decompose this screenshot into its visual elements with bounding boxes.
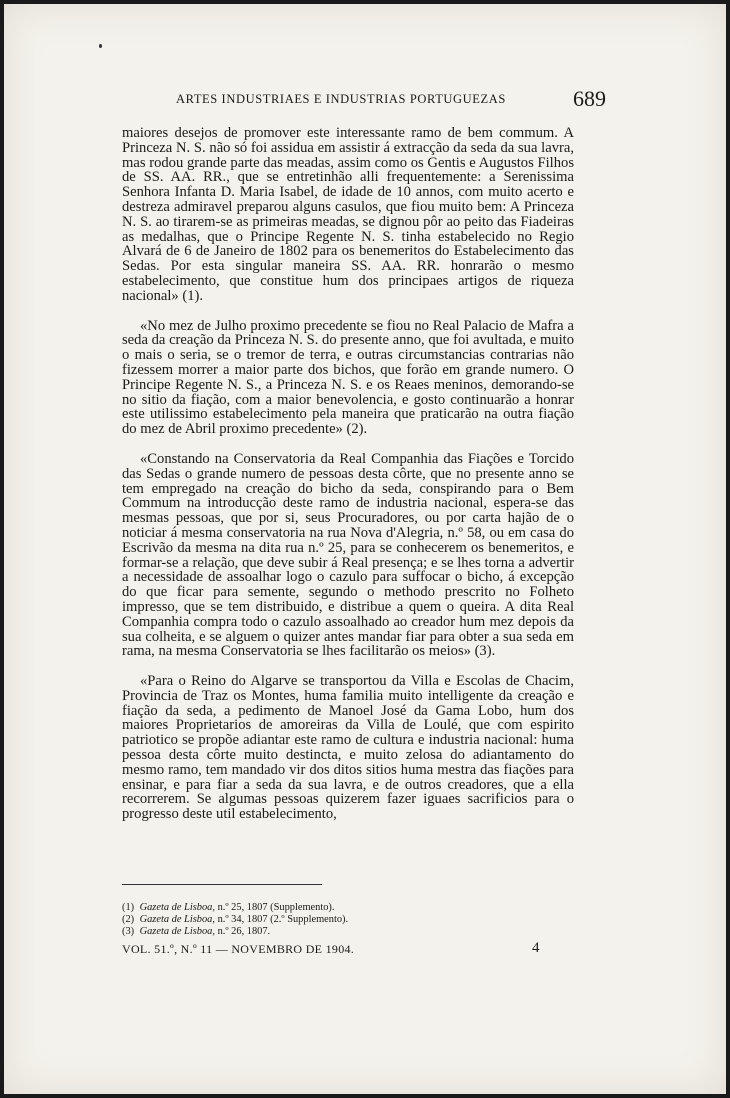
footnote-2 — [122, 914, 522, 926]
body-text — [122, 126, 574, 822]
footnote-number: (1) — [122, 902, 135, 913]
footnote-detail: n.º 25, 1807 (Supplemento). — [217, 902, 335, 913]
page-number: 689 — [573, 86, 606, 111]
footnote-detail: n.º 26, 1807. — [217, 926, 271, 937]
footnote-detail: n.º 34, 1807 (2.º Supplemento). — [217, 914, 349, 925]
footnote-3 — [122, 926, 522, 938]
volume-info: VOL. 51.º, N.º 11 — NOVEMBRO DE 1904. — [122, 942, 355, 956]
sheet-number: 4 — [532, 940, 540, 956]
paragraph-2: «No mez de Julho proximo precedente se fiou no Real Palacio de Mafra a seda da creação da Princeza N. S. do presente anno, que foi avultada, e muito o mais o seria, se o tremor de terra, e outras circumstancias contrarias não fizessem morrer a maior parte dos bichos, que forão em grande numero. O Principe Regente N. S., a Princeza N. S. e os Reaes meninos, demorando-se no sitio da fiação, com a maior benevolencia, e gosto continuarão a honrar este utilissimo estabelecimento pela maneira que praticarão na outra fiação do mez de Abril proximo precedente» (2). — [122, 317, 574, 438]
footnote-rule — [122, 884, 322, 885]
signature-line — [122, 940, 574, 958]
footnote-number: (3) — [122, 926, 135, 937]
footnote-1 — [122, 902, 522, 914]
running-header — [176, 88, 606, 112]
paragraph-1: maiores desejos de promover este interessante ramo de bem commum. A Princeza N. S. não só foi assidua em assistir á extracção da seda da sua lavra, mas rodou grande parte das meadas, assim como os Gentis e Augustos Filhos de SS. AA. RR., que se entretinhão alli frequentemente: a Serenissima Senhora Infanta D. Maria Isabel, de idade de 10 annos, com muito acerto e destreza admiravel preparou alguns casulos, que fiou muito bem: A Princeza N. S. ao tirarem-se as primeiras meadas, se dignou pôr ao peito das Fiadeiras as medalhas, que o Principe Regente N. S. tinha estabelecido no Regio Alvará de 6 de Janeiro de 1802 para os benemeritos do Estabelecimento das Sedas. Por esta singular maneira SS. AA. RR. honrarão o mesmo estabelecimento, que constitue hum dos principaes artigos de riqueza nacional» (1). — [122, 125, 574, 304]
ink-speck — [99, 44, 102, 48]
paragraph-4: «Para o Reino do Algarve se transportou da Villa e Escolas de Chacim, Provincia de Traz os Montes, huma familia muito intelligente da creação e fiação da seda, a pedimento de Manoel José da Gama Lobo, hum dos maiores Proprietarios de amoreiras da Villa de Loulé, que com espirito patriotico se propõe adiantar este ramo de cultura e industria nacional: huma pessoa desta côrte muito destincta, e muito zelosa do adiantamento do mesmo ramo, tem mandado vir dos ditos sitios huma mestra das fiações para ensinar, e para fiar a seda da sua lavra, e de outros creadores, que a ella recorrerem. Se algumas pessoas quizerem fazer iguaes sacrificios para o progresso deste util estabelecimento, — [122, 673, 574, 823]
footnote-source: Gazeta de Lisboa, — [139, 926, 215, 937]
footnotes — [122, 902, 522, 938]
document-page — [4, 4, 726, 1094]
paragraph-3: «Constando na Conservatoria da Real Companhia das Fiações e Torcido das Sedas o grande numero de pessoas desta côrte, que no presente anno se tem empregado na creação do bicho da seda, conspirando para o Bem Commum na introducção deste ramo de industria nacional, espera-se das mesmas pessoas, que por si, seus Procuradores, ou por carta hajão de o noticiar á mesma conservatoria na rua Nova d'Alegria, n.º 58, ou em casa do Escrivão da mesma na dita rua n.º 25, para se conhecerem os benemeritos, e formar-se a relação, que deve subir á Real presença; e se lhes torna a advertir a necessidade de assoalhar logo o cazulo para suffocar o bicho, á excepção do que ficar para semente, segundo o methodo prescrito no Folheto impresso, que se tem distribuido, e distribue a quem o queira. A dita Real Companhia compra todo o cazulo assoalhado ao creador hum mez depois da sua colheita, e se alguem o quizer antes mandar fiar para obter a sua seda em rama, na mesma Conservatoria se lhes facilitarão os meios» (3). — [122, 450, 574, 660]
footnote-source: Gazeta de Lisboa, — [139, 902, 215, 913]
header-title: ARTES INDUSTRIAES E INDUSTRIAS PORTUGUEZAS — [176, 92, 506, 106]
footnote-number: (2) — [122, 914, 135, 925]
footnote-source: Gazeta de Lisboa, — [139, 914, 215, 925]
